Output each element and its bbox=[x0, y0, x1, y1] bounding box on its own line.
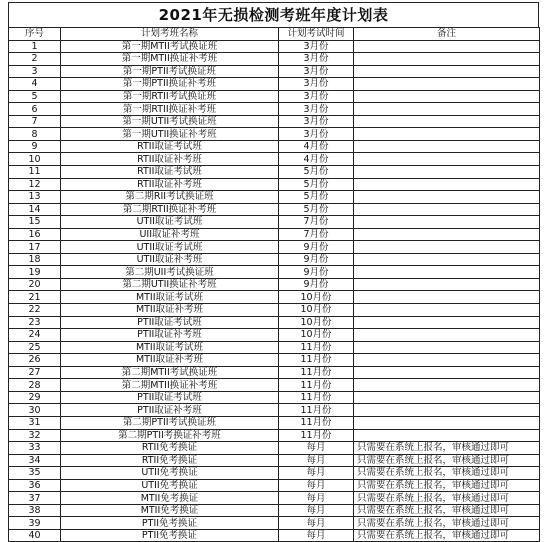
table-row bbox=[9, 416, 540, 429]
cell-notes: 只需要在系统上报名，审核通过即可 bbox=[354, 529, 540, 542]
cell-index: 22 bbox=[9, 304, 61, 317]
cell-class-name: UII取证补考班 bbox=[61, 228, 279, 241]
table-row bbox=[9, 442, 540, 455]
cell-index: 29 bbox=[9, 391, 61, 404]
cell-notes bbox=[354, 153, 540, 166]
cell-class-name: 第二期PTII考试换证班 bbox=[61, 416, 279, 429]
cell-index: 11 bbox=[9, 166, 61, 179]
cell-notes bbox=[354, 316, 540, 329]
table-row bbox=[9, 90, 540, 103]
cell-index: 32 bbox=[9, 429, 61, 442]
table-row bbox=[9, 366, 540, 379]
cell-exam-time: 11月份 bbox=[279, 404, 354, 417]
cell-notes bbox=[354, 416, 540, 429]
cell-exam-time: 7月份 bbox=[279, 228, 354, 241]
table-row bbox=[9, 153, 540, 166]
cell-notes bbox=[354, 203, 540, 216]
table-row bbox=[9, 40, 540, 53]
cell-index: 9 bbox=[9, 140, 61, 153]
cell-notes bbox=[354, 329, 540, 342]
cell-exam-time: 4月份 bbox=[279, 140, 354, 153]
cell-notes bbox=[354, 166, 540, 179]
cell-exam-time: 每月 bbox=[279, 442, 354, 455]
cell-class-name: 第一期RTII考试换证班 bbox=[61, 90, 279, 103]
cell-exam-time: 每月 bbox=[279, 479, 354, 492]
cell-notes bbox=[354, 191, 540, 204]
cell-class-name: UTII取证补考班 bbox=[61, 253, 279, 266]
cell-exam-time: 3月份 bbox=[279, 128, 354, 141]
cell-exam-time: 3月份 bbox=[279, 78, 354, 91]
cell-exam-time: 11月份 bbox=[279, 416, 354, 429]
table-row bbox=[9, 404, 540, 417]
cell-index: 33 bbox=[9, 442, 61, 455]
table-row bbox=[9, 78, 540, 91]
cell-exam-time: 9月份 bbox=[279, 253, 354, 266]
cell-class-name: 第二期RII考试换证班 bbox=[61, 191, 279, 204]
cell-exam-time: 每月 bbox=[279, 529, 354, 542]
cell-exam-time: 11月份 bbox=[279, 391, 354, 404]
cell-notes bbox=[354, 266, 540, 279]
table-row bbox=[9, 479, 540, 492]
table-row bbox=[9, 266, 540, 279]
cell-class-name: 第二期UII考试换证班 bbox=[61, 266, 279, 279]
cell-exam-time: 3月份 bbox=[279, 115, 354, 128]
cell-index: 1 bbox=[9, 40, 61, 53]
cell-class-name: UTII取证考试班 bbox=[61, 216, 279, 229]
cell-exam-time: 10月份 bbox=[279, 304, 354, 317]
column-header-notes: 备注 bbox=[354, 28, 540, 41]
schedule-table bbox=[8, 27, 540, 542]
cell-exam-time: 5月份 bbox=[279, 166, 354, 179]
cell-exam-time: 3月份 bbox=[279, 90, 354, 103]
cell-class-name: MTII取证考试班 bbox=[61, 341, 279, 354]
cell-class-name: RTII取证补考班 bbox=[61, 178, 279, 191]
cell-class-name: 第一期UTII换证补考班 bbox=[61, 128, 279, 141]
table-row bbox=[9, 429, 540, 442]
cell-notes bbox=[354, 128, 540, 141]
cell-exam-time: 9月份 bbox=[279, 266, 354, 279]
table-row bbox=[9, 467, 540, 480]
cell-notes bbox=[354, 354, 540, 367]
cell-notes: 只需要在系统上报名，审核通过即可 bbox=[354, 454, 540, 467]
cell-index: 10 bbox=[9, 153, 61, 166]
cell-notes: 只需要在系统上报名，审核通过即可 bbox=[354, 517, 540, 530]
cell-class-name: 第一期PTII考试换证班 bbox=[61, 65, 279, 78]
cell-notes bbox=[354, 40, 540, 53]
cell-index: 23 bbox=[9, 316, 61, 329]
cell-class-name: 第一期PTII换证补考班 bbox=[61, 78, 279, 91]
cell-notes bbox=[354, 253, 540, 266]
cell-notes bbox=[354, 90, 540, 103]
table-row bbox=[9, 53, 540, 66]
cell-index: 12 bbox=[9, 178, 61, 191]
table-row bbox=[9, 115, 540, 128]
cell-exam-time: 5月份 bbox=[279, 191, 354, 204]
table-row bbox=[9, 228, 540, 241]
cell-class-name: RTII免考换证 bbox=[61, 454, 279, 467]
cell-notes: 只需要在系统上报名，审核通过即可 bbox=[354, 479, 540, 492]
cell-class-name: 第一期UTII考试换证班 bbox=[61, 115, 279, 128]
cell-class-name: MTII取证考试班 bbox=[61, 291, 279, 304]
cell-class-name: RTII取证考试班 bbox=[61, 140, 279, 153]
cell-notes bbox=[354, 241, 540, 254]
cell-notes bbox=[354, 291, 540, 304]
cell-class-name: RTII免考换证 bbox=[61, 442, 279, 455]
cell-index: 27 bbox=[9, 366, 61, 379]
cell-notes bbox=[354, 228, 540, 241]
cell-notes: 只需要在系统上报名，审核通过即可 bbox=[354, 492, 540, 505]
cell-exam-time: 3月份 bbox=[279, 65, 354, 78]
cell-index: 4 bbox=[9, 78, 61, 91]
cell-class-name: PTII免考换证 bbox=[61, 529, 279, 542]
cell-exam-time: 4月份 bbox=[279, 153, 354, 166]
cell-notes: 只需要在系统上报名，审核通过即可 bbox=[354, 442, 540, 455]
cell-class-name: 第一期MTII换证补考班 bbox=[61, 53, 279, 66]
cell-exam-time: 10月份 bbox=[279, 329, 354, 342]
table-row bbox=[9, 65, 540, 78]
cell-index: 30 bbox=[9, 404, 61, 417]
cell-index: 31 bbox=[9, 416, 61, 429]
cell-notes bbox=[354, 366, 540, 379]
table-row bbox=[9, 529, 540, 542]
cell-index: 7 bbox=[9, 115, 61, 128]
cell-index: 28 bbox=[9, 379, 61, 392]
table-row bbox=[9, 504, 540, 517]
cell-class-name: MTII取证补考班 bbox=[61, 304, 279, 317]
cell-index: 39 bbox=[9, 517, 61, 530]
cell-exam-time: 3月份 bbox=[279, 103, 354, 116]
cell-exam-time: 11月份 bbox=[279, 341, 354, 354]
cell-notes bbox=[354, 304, 540, 317]
table-row bbox=[9, 128, 540, 141]
page-title: 2021年无损检测考班年度计划表 bbox=[8, 2, 539, 27]
cell-notes bbox=[354, 429, 540, 442]
cell-exam-time: 每月 bbox=[279, 492, 354, 505]
cell-index: 3 bbox=[9, 65, 61, 78]
cell-exam-time: 每月 bbox=[279, 467, 354, 480]
cell-notes bbox=[354, 404, 540, 417]
cell-index: 26 bbox=[9, 354, 61, 367]
table-row bbox=[9, 166, 540, 179]
cell-notes bbox=[354, 65, 540, 78]
cell-index: 37 bbox=[9, 492, 61, 505]
cell-class-name: MTII免考换证 bbox=[61, 504, 279, 517]
cell-exam-time: 3月份 bbox=[279, 40, 354, 53]
cell-index: 5 bbox=[9, 90, 61, 103]
cell-exam-time: 11月份 bbox=[279, 429, 354, 442]
cell-index: 20 bbox=[9, 278, 61, 291]
cell-class-name: 第二期MTII考试换证班 bbox=[61, 366, 279, 379]
cell-exam-time: 11月份 bbox=[279, 354, 354, 367]
table-row bbox=[9, 203, 540, 216]
cell-class-name: PTII取证补考班 bbox=[61, 404, 279, 417]
table-row bbox=[9, 341, 540, 354]
table-row bbox=[9, 391, 540, 404]
cell-index: 15 bbox=[9, 216, 61, 229]
cell-index: 38 bbox=[9, 504, 61, 517]
cell-exam-time: 11月份 bbox=[279, 366, 354, 379]
cell-class-name: RTII取证考试班 bbox=[61, 166, 279, 179]
cell-class-name: 第二期MTII换证补考班 bbox=[61, 379, 279, 392]
cell-exam-time: 11月份 bbox=[279, 379, 354, 392]
table-row bbox=[9, 291, 540, 304]
cell-index: 16 bbox=[9, 228, 61, 241]
cell-exam-time: 每月 bbox=[279, 517, 354, 530]
cell-class-name: MTII取证补考班 bbox=[61, 354, 279, 367]
table-row bbox=[9, 517, 540, 530]
cell-notes bbox=[354, 178, 540, 191]
cell-class-name: 第一期RTII换证补考班 bbox=[61, 103, 279, 116]
cell-index: 21 bbox=[9, 291, 61, 304]
cell-exam-time: 5月份 bbox=[279, 203, 354, 216]
table-row bbox=[9, 140, 540, 153]
cell-index: 13 bbox=[9, 191, 61, 204]
cell-notes: 只需要在系统上报名，审核通过即可 bbox=[354, 467, 540, 480]
cell-class-name: UTII免考换证 bbox=[61, 467, 279, 480]
cell-notes bbox=[354, 216, 540, 229]
table-row bbox=[9, 253, 540, 266]
cell-class-name: 第二期RTII换证补考班 bbox=[61, 203, 279, 216]
column-header-index: 序号 bbox=[9, 28, 61, 41]
cell-index: 18 bbox=[9, 253, 61, 266]
table-row bbox=[9, 241, 540, 254]
table-row bbox=[9, 329, 540, 342]
cell-exam-time: 每月 bbox=[279, 454, 354, 467]
table-row bbox=[9, 354, 540, 367]
cell-class-name: 第二期UTII换证补考班 bbox=[61, 278, 279, 291]
table-header-row bbox=[9, 28, 540, 41]
cell-exam-time: 7月份 bbox=[279, 216, 354, 229]
column-header-class-name: 计划考班名称 bbox=[61, 28, 279, 41]
cell-notes bbox=[354, 140, 540, 153]
cell-class-name: PTII取证考试班 bbox=[61, 316, 279, 329]
column-header-exam-time: 计划考试时间 bbox=[279, 28, 354, 41]
cell-class-name: UTII免考换证 bbox=[61, 479, 279, 492]
cell-notes: 只需要在系统上报名，审核通过即可 bbox=[354, 504, 540, 517]
cell-class-name: PTII取证补考班 bbox=[61, 329, 279, 342]
table-row bbox=[9, 103, 540, 116]
cell-index: 14 bbox=[9, 203, 61, 216]
cell-class-name: 第一期MTII考试换证班 bbox=[61, 40, 279, 53]
cell-index: 19 bbox=[9, 266, 61, 279]
cell-exam-time: 9月份 bbox=[279, 278, 354, 291]
cell-class-name: RTII取证补考班 bbox=[61, 153, 279, 166]
cell-class-name: MTII免考换证 bbox=[61, 492, 279, 505]
cell-index: 8 bbox=[9, 128, 61, 141]
cell-exam-time: 10月份 bbox=[279, 316, 354, 329]
cell-class-name: UTII取证考试班 bbox=[61, 241, 279, 254]
table-row bbox=[9, 191, 540, 204]
cell-class-name: PTII免考换证 bbox=[61, 517, 279, 530]
table-row bbox=[9, 316, 540, 329]
cell-notes bbox=[354, 379, 540, 392]
cell-index: 25 bbox=[9, 341, 61, 354]
table-row bbox=[9, 454, 540, 467]
schedule-sheet bbox=[8, 2, 539, 542]
cell-index: 2 bbox=[9, 53, 61, 66]
table-row bbox=[9, 178, 540, 191]
cell-notes bbox=[354, 278, 540, 291]
table-row bbox=[9, 216, 540, 229]
table-row bbox=[9, 492, 540, 505]
cell-index: 17 bbox=[9, 241, 61, 254]
cell-index: 40 bbox=[9, 529, 61, 542]
cell-notes bbox=[354, 341, 540, 354]
table-row bbox=[9, 278, 540, 291]
cell-class-name: PTII取证考试班 bbox=[61, 391, 279, 404]
cell-exam-time: 3月份 bbox=[279, 53, 354, 66]
cell-index: 35 bbox=[9, 467, 61, 480]
cell-notes bbox=[354, 103, 540, 116]
cell-index: 24 bbox=[9, 329, 61, 342]
cell-notes bbox=[354, 115, 540, 128]
cell-notes bbox=[354, 53, 540, 66]
cell-class-name: 第二期PTII考换证补考班 bbox=[61, 429, 279, 442]
cell-index: 36 bbox=[9, 479, 61, 492]
cell-exam-time: 5月份 bbox=[279, 178, 354, 191]
cell-index: 34 bbox=[9, 454, 61, 467]
cell-exam-time: 每月 bbox=[279, 504, 354, 517]
cell-index: 6 bbox=[9, 103, 61, 116]
table-row bbox=[9, 379, 540, 392]
table-row bbox=[9, 304, 540, 317]
cell-exam-time: 9月份 bbox=[279, 241, 354, 254]
cell-notes bbox=[354, 391, 540, 404]
cell-notes bbox=[354, 78, 540, 91]
cell-exam-time: 10月份 bbox=[279, 291, 354, 304]
